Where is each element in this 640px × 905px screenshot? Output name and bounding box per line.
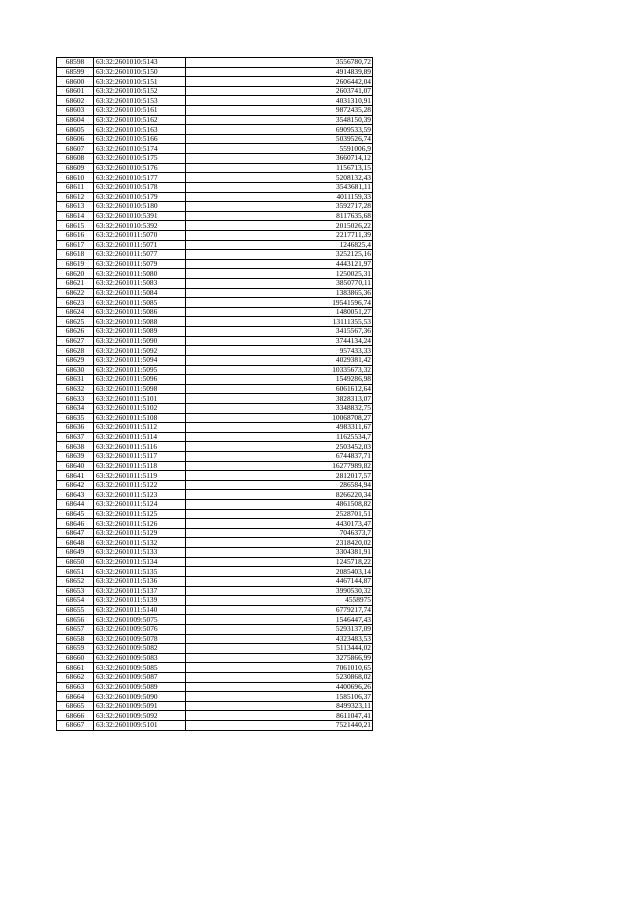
cadastral-number-cell: 63:32:2601011:5101 (94, 394, 186, 404)
cadastral-value-cell: 957433,33 (186, 346, 373, 356)
table-row (57, 528, 373, 538)
cadastral-value-cell: 2606442,04 (186, 77, 373, 87)
cadastral-value-cell: 5113444,02 (186, 644, 373, 654)
cadastral-number-cell: 63:32:2601010:5150 (94, 67, 186, 77)
cadastral-value-cell: 286584,94 (186, 480, 373, 490)
table-row (57, 567, 373, 577)
cadastral-number-cell: 63:32:2601010:5392 (94, 221, 186, 231)
cadastral-number-cell: 63:32:2601011:5139 (94, 596, 186, 606)
cadastral-number-cell: 63:32:2601009:5083 (94, 653, 186, 663)
cadastral-value-cell: 4029381,42 (186, 355, 373, 365)
cadastral-number-cell: 63:32:2601011:5126 (94, 519, 186, 529)
table-row (57, 77, 373, 87)
cadastral-number-cell: 63:32:2601010:5179 (94, 192, 186, 202)
cadastral-number-cell: 63:32:2601011:5118 (94, 461, 186, 471)
table-row (57, 336, 373, 346)
cadastral-number-cell: 63:32:2601010:5153 (94, 96, 186, 106)
row-number-cell: 68632 (57, 384, 94, 394)
row-number-cell: 68665 (57, 701, 94, 711)
cadastral-number-cell: 63:32:2601011:5136 (94, 576, 186, 586)
cadastral-number-cell: 63:32:2601010:5180 (94, 202, 186, 212)
table-row (57, 480, 373, 490)
row-number-cell: 68625 (57, 317, 94, 327)
cadastral-number-cell: 63:32:2601011:5070 (94, 230, 186, 240)
row-number-cell: 68644 (57, 500, 94, 510)
row-number-cell: 68633 (57, 394, 94, 404)
cadastral-number-cell: 63:32:2601011:5132 (94, 538, 186, 548)
row-number-cell: 68617 (57, 240, 94, 250)
row-number-cell: 68666 (57, 711, 94, 721)
cadastral-value-cell: 3850770,11 (186, 279, 373, 289)
row-number-cell: 68613 (57, 202, 94, 212)
cadastral-value-cell: 9872435,28 (186, 106, 373, 116)
cadastral-value-cell: 4430173,47 (186, 519, 373, 529)
cadastral-value-cell: 3828313,07 (186, 394, 373, 404)
row-number-cell: 68609 (57, 163, 94, 173)
table-row (57, 394, 373, 404)
cadastral-number-cell: 63:32:2601011:5086 (94, 307, 186, 317)
cadastral-number-cell: 63:32:2601011:5083 (94, 279, 186, 289)
row-number-cell: 68614 (57, 211, 94, 221)
cadastral-number-cell: 63:32:2601009:5075 (94, 615, 186, 625)
cadastral-value-cell: 4400696,26 (186, 682, 373, 692)
table-row (57, 144, 373, 154)
row-number-cell: 68628 (57, 346, 94, 356)
table-row (57, 423, 373, 433)
cadastral-value-cell: 3275866,99 (186, 653, 373, 663)
cadastral-number-cell: 63:32:2601010:5143 (94, 58, 186, 68)
table-row (57, 432, 373, 442)
table-row (57, 509, 373, 519)
row-number-cell: 68624 (57, 307, 94, 317)
cadastral-number-cell: 63:32:2601010:5176 (94, 163, 186, 173)
cadastral-value-cell: 2603741,07 (186, 86, 373, 96)
cadastral-value-cell: 6779217,74 (186, 605, 373, 615)
cadastral-value-cell: 7046373,7 (186, 528, 373, 538)
cadastral-value-cell: 4467144,87 (186, 576, 373, 586)
row-number-cell: 68620 (57, 269, 94, 279)
table-row (57, 375, 373, 385)
cadastral-value-cell: 8117635,68 (186, 211, 373, 221)
table-row (57, 692, 373, 702)
cadastral-number-cell: 63:32:2601011:5135 (94, 567, 186, 577)
table-row (57, 317, 373, 327)
cadastral-value-cell: 6061612,64 (186, 384, 373, 394)
table-row (57, 192, 373, 202)
cadastral-value-cell: 2318420,02 (186, 538, 373, 548)
row-number-cell: 68646 (57, 519, 94, 529)
cadastral-number-cell: 63:32:2601009:5085 (94, 663, 186, 673)
row-number-cell: 68598 (57, 58, 94, 68)
row-number-cell: 68612 (57, 192, 94, 202)
row-number-cell: 68654 (57, 596, 94, 606)
cadastral-number-cell: 63:32:2601009:5076 (94, 624, 186, 634)
cadastral-value-cell: 3744134,24 (186, 336, 373, 346)
cadastral-number-cell: 63:32:2601011:5112 (94, 423, 186, 433)
table-row (57, 327, 373, 337)
cadastral-value-cell: 3415567,36 (186, 327, 373, 337)
cadastral-number-cell: 63:32:2601011:5119 (94, 471, 186, 481)
row-number-cell: 68658 (57, 634, 94, 644)
table-row (57, 355, 373, 365)
row-number-cell: 68600 (57, 77, 94, 87)
table-row (57, 269, 373, 279)
cadastral-value-cell: 10335673,32 (186, 365, 373, 375)
cadastral-number-cell: 63:32:2601009:5089 (94, 682, 186, 692)
cadastral-value-cell: 3660714,12 (186, 154, 373, 164)
table-row (57, 250, 373, 260)
cadastral-value-cell: 1585106,37 (186, 692, 373, 702)
cadastral-value-cell: 2015026,22 (186, 221, 373, 231)
row-number-cell: 68605 (57, 125, 94, 135)
table-row (57, 519, 373, 529)
table-row (57, 96, 373, 106)
row-number-cell: 68608 (57, 154, 94, 164)
cadastral-value-cell: 3592717,28 (186, 202, 373, 212)
row-number-cell: 68661 (57, 663, 94, 673)
cadastral-number-cell: 63:32:2601011:5125 (94, 509, 186, 519)
cadastral-number-cell: 63:32:2601011:5080 (94, 269, 186, 279)
cadastral-number-cell: 63:32:2601010:5391 (94, 211, 186, 221)
table-row (57, 682, 373, 692)
cadastral-number-cell: 63:32:2601010:5175 (94, 154, 186, 164)
cadastral-number-cell: 63:32:2601011:5129 (94, 528, 186, 538)
cadastral-value-cell: 1156713,15 (186, 163, 373, 173)
cadastral-number-cell: 63:32:2601010:5163 (94, 125, 186, 135)
row-number-cell: 68645 (57, 509, 94, 519)
row-number-cell: 68655 (57, 605, 94, 615)
cadastral-number-cell: 63:32:2601010:5177 (94, 173, 186, 183)
cadastral-value-cell: 2085403,14 (186, 567, 373, 577)
table-row (57, 163, 373, 173)
cadastral-value-cell: 8266220,34 (186, 490, 373, 500)
cadastral-value-cell: 4323483,53 (186, 634, 373, 644)
table-row (57, 154, 373, 164)
table-row (57, 202, 373, 212)
cadastral-value-cell: 5230868,02 (186, 673, 373, 683)
table-row (57, 586, 373, 596)
cadastral-value-cell: 1480051,27 (186, 307, 373, 317)
cadastral-number-cell: 63:32:2601011:5077 (94, 250, 186, 260)
table-row (57, 134, 373, 144)
row-number-cell: 68610 (57, 173, 94, 183)
table-row (57, 461, 373, 471)
cadastral-value-cell: 4861508,82 (186, 500, 373, 510)
cadastral-value-cell: 5208132,43 (186, 173, 373, 183)
cadastral-value-cell: 11625534,7 (186, 432, 373, 442)
table-row (57, 240, 373, 250)
cadastral-value-cell: 4443121,97 (186, 259, 373, 269)
cadastral-value-cell: 7521440,21 (186, 721, 373, 731)
row-number-cell: 68637 (57, 432, 94, 442)
row-number-cell: 68651 (57, 567, 94, 577)
table-row (57, 557, 373, 567)
table-row (57, 221, 373, 231)
cadastral-value-cell: 1549286,98 (186, 375, 373, 385)
cadastral-number-cell: 63:32:2601011:5140 (94, 605, 186, 615)
cadastral-number-cell: 63:32:2601011:5094 (94, 355, 186, 365)
table-row (57, 279, 373, 289)
cadastral-value-cell: 5591006,9 (186, 144, 373, 154)
row-number-cell: 68635 (57, 413, 94, 423)
cadastral-number-cell: 63:32:2601011:5133 (94, 548, 186, 558)
cadastral-number-cell: 63:32:2601010:5174 (94, 144, 186, 154)
cadastral-number-cell: 63:32:2601011:5123 (94, 490, 186, 500)
table-row (57, 615, 373, 625)
table-row (57, 663, 373, 673)
cadastral-number-cell: 63:32:2601010:5166 (94, 134, 186, 144)
table-row (57, 259, 373, 269)
row-number-cell: 68649 (57, 548, 94, 558)
cadastral-value-cell: 7061010,65 (186, 663, 373, 673)
row-number-cell: 68641 (57, 471, 94, 481)
cadastral-value-cell: 4983311,67 (186, 423, 373, 433)
cadastral-value-cell: 8499323,11 (186, 701, 373, 711)
cadastral-number-cell: 63:32:2601009:5101 (94, 721, 186, 731)
row-number-cell: 68667 (57, 721, 94, 731)
row-number-cell: 68638 (57, 442, 94, 452)
table-row (57, 298, 373, 308)
table-row (57, 384, 373, 394)
table-row (57, 182, 373, 192)
table-row (57, 471, 373, 481)
cadastral-number-cell: 63:32:2601011:5122 (94, 480, 186, 490)
cadastral-number-cell: 63:32:2601011:5085 (94, 298, 186, 308)
row-number-cell: 68648 (57, 538, 94, 548)
cadastral-value-cell: 3543681,11 (186, 182, 373, 192)
table-row (57, 538, 373, 548)
cadastral-value-cell: 4914839,89 (186, 67, 373, 77)
row-number-cell: 68642 (57, 480, 94, 490)
cadastral-number-cell: 63:32:2601009:5091 (94, 701, 186, 711)
cadastral-value-cell: 1246825,4 (186, 240, 373, 250)
cadastral-value-cell: 4558975 (186, 596, 373, 606)
row-number-cell: 68636 (57, 423, 94, 433)
table-row (57, 576, 373, 586)
cadastral-number-cell: 63:32:2601010:5162 (94, 115, 186, 125)
cadastral-number-cell: 63:32:2601009:5087 (94, 673, 186, 683)
cadastral-value-cell: 6744837,71 (186, 451, 373, 461)
row-number-cell: 68640 (57, 461, 94, 471)
row-number-cell: 68630 (57, 365, 94, 375)
row-number-cell: 68616 (57, 230, 94, 240)
cadastral-value-cell: 2503452,03 (186, 442, 373, 452)
table-row (57, 653, 373, 663)
table-row (57, 365, 373, 375)
cadastral-value-cell: 3348832,75 (186, 403, 373, 413)
table-row (57, 125, 373, 135)
cadastral-number-cell: 63:32:2601011:5137 (94, 586, 186, 596)
row-number-cell: 68599 (57, 67, 94, 77)
row-number-cell: 68606 (57, 134, 94, 144)
cadastral-number-cell: 63:32:2601011:5114 (94, 432, 186, 442)
row-number-cell: 68634 (57, 403, 94, 413)
row-number-cell: 68647 (57, 528, 94, 538)
table-row (57, 596, 373, 606)
cadastral-value-cell: 1383865,36 (186, 288, 373, 298)
row-number-cell: 68639 (57, 451, 94, 461)
table-row (57, 673, 373, 683)
cadastral-number-cell: 63:32:2601009:5082 (94, 644, 186, 654)
cadastral-number-cell: 63:32:2601011:5108 (94, 413, 186, 423)
row-number-cell: 68643 (57, 490, 94, 500)
row-number-cell: 68627 (57, 336, 94, 346)
cadastral-number-cell: 63:32:2601009:5078 (94, 634, 186, 644)
row-number-cell: 68602 (57, 96, 94, 106)
row-number-cell: 68663 (57, 682, 94, 692)
table-row (57, 701, 373, 711)
cadastral-number-cell: 63:32:2601010:5152 (94, 86, 186, 96)
row-number-cell: 68615 (57, 221, 94, 231)
row-number-cell: 68603 (57, 106, 94, 116)
row-number-cell: 68623 (57, 298, 94, 308)
table-row (57, 106, 373, 116)
cadastral-number-cell: 63:32:2601010:5161 (94, 106, 186, 116)
row-number-cell: 68660 (57, 653, 94, 663)
row-number-cell: 68601 (57, 86, 94, 96)
cadastral-number-cell: 63:32:2601011:5096 (94, 375, 186, 385)
row-number-cell: 68607 (57, 144, 94, 154)
row-number-cell: 68653 (57, 586, 94, 596)
cadastral-number-cell: 63:32:2601009:5090 (94, 692, 186, 702)
row-number-cell: 68621 (57, 279, 94, 289)
table-row (57, 500, 373, 510)
cadastral-value-cell: 6909533,59 (186, 125, 373, 135)
cadastral-number-cell: 63:32:2601011:5092 (94, 346, 186, 356)
cadastral-value-cell: 19541596,74 (186, 298, 373, 308)
cadastral-number-cell: 63:32:2601009:5092 (94, 711, 186, 721)
row-number-cell: 68622 (57, 288, 94, 298)
cadastral-number-cell: 63:32:2601011:5071 (94, 240, 186, 250)
cadastral-value-cell: 4011159,33 (186, 192, 373, 202)
table-row (57, 230, 373, 240)
cadastral-value-cell: 3990530,32 (186, 586, 373, 596)
cadastral-value-cell: 2217711,39 (186, 230, 373, 240)
table-row (57, 403, 373, 413)
row-number-cell: 68664 (57, 692, 94, 702)
cadastral-value-cell: 3548150,39 (186, 115, 373, 125)
cadastral-number-cell: 63:32:2601011:5089 (94, 327, 186, 337)
table-row (57, 451, 373, 461)
table-row (57, 490, 373, 500)
cadastral-value-cell: 1250025,31 (186, 269, 373, 279)
cadastral-value-table (56, 57, 373, 731)
cadastral-number-cell: 63:32:2601011:5102 (94, 403, 186, 413)
cadastral-value-cell: 3304381,91 (186, 548, 373, 558)
cadastral-number-cell: 63:32:2601011:5116 (94, 442, 186, 452)
table-row (57, 173, 373, 183)
cadastral-number-cell: 63:32:2601010:5178 (94, 182, 186, 192)
cadastral-value-cell: 13111355,53 (186, 317, 373, 327)
cadastral-value-cell: 2528701,51 (186, 509, 373, 519)
table-row (57, 442, 373, 452)
table-row (57, 721, 373, 731)
table-row (57, 67, 373, 77)
table-row (57, 307, 373, 317)
row-number-cell: 68650 (57, 557, 94, 567)
cadastral-number-cell: 63:32:2601011:5117 (94, 451, 186, 461)
cadastral-value-cell: 4031310,91 (186, 96, 373, 106)
table-row (57, 211, 373, 221)
row-number-cell: 68659 (57, 644, 94, 654)
cadastral-number-cell: 63:32:2601011:5088 (94, 317, 186, 327)
table-row (57, 624, 373, 634)
table-body (57, 58, 373, 731)
table-row (57, 605, 373, 615)
row-number-cell: 68604 (57, 115, 94, 125)
cadastral-value-cell: 3252125,16 (186, 250, 373, 260)
row-number-cell: 68662 (57, 673, 94, 683)
row-number-cell: 68619 (57, 259, 94, 269)
table-row (57, 644, 373, 654)
cadastral-number-cell: 63:32:2601011:5124 (94, 500, 186, 510)
table-row (57, 413, 373, 423)
cadastral-number-cell: 63:32:2601011:5134 (94, 557, 186, 567)
cadastral-number-cell: 63:32:2601011:5084 (94, 288, 186, 298)
cadastral-number-cell: 63:32:2601011:5098 (94, 384, 186, 394)
row-number-cell: 68618 (57, 250, 94, 260)
cadastral-number-cell: 63:32:2601011:5079 (94, 259, 186, 269)
cadastral-value-cell: 16277989,82 (186, 461, 373, 471)
row-number-cell: 68629 (57, 355, 94, 365)
row-number-cell: 68611 (57, 182, 94, 192)
table-row (57, 86, 373, 96)
cadastral-value-cell: 8611047,41 (186, 711, 373, 721)
table-row (57, 548, 373, 558)
table-row (57, 58, 373, 68)
cadastral-value-cell: 5039526,74 (186, 134, 373, 144)
table-row (57, 346, 373, 356)
cadastral-value-cell: 10068708,27 (186, 413, 373, 423)
cadastral-number-cell: 63:32:2601010:5151 (94, 77, 186, 87)
cadastral-value-cell: 3556780,72 (186, 58, 373, 68)
row-number-cell: 68631 (57, 375, 94, 385)
row-number-cell: 68657 (57, 624, 94, 634)
cadastral-value-cell: 1546447,43 (186, 615, 373, 625)
table-row (57, 634, 373, 644)
cadastral-number-cell: 63:32:2601011:5090 (94, 336, 186, 346)
cadastral-value-cell: 2812017,57 (186, 471, 373, 481)
cadastral-value-cell: 5293137,09 (186, 624, 373, 634)
row-number-cell: 68656 (57, 615, 94, 625)
row-number-cell: 68652 (57, 576, 94, 586)
cadastral-number-cell: 63:32:2601011:5095 (94, 365, 186, 375)
table-row (57, 115, 373, 125)
table-row (57, 711, 373, 721)
cadastral-value-cell: 1245718,22 (186, 557, 373, 567)
row-number-cell: 68626 (57, 327, 94, 337)
table-row (57, 288, 373, 298)
